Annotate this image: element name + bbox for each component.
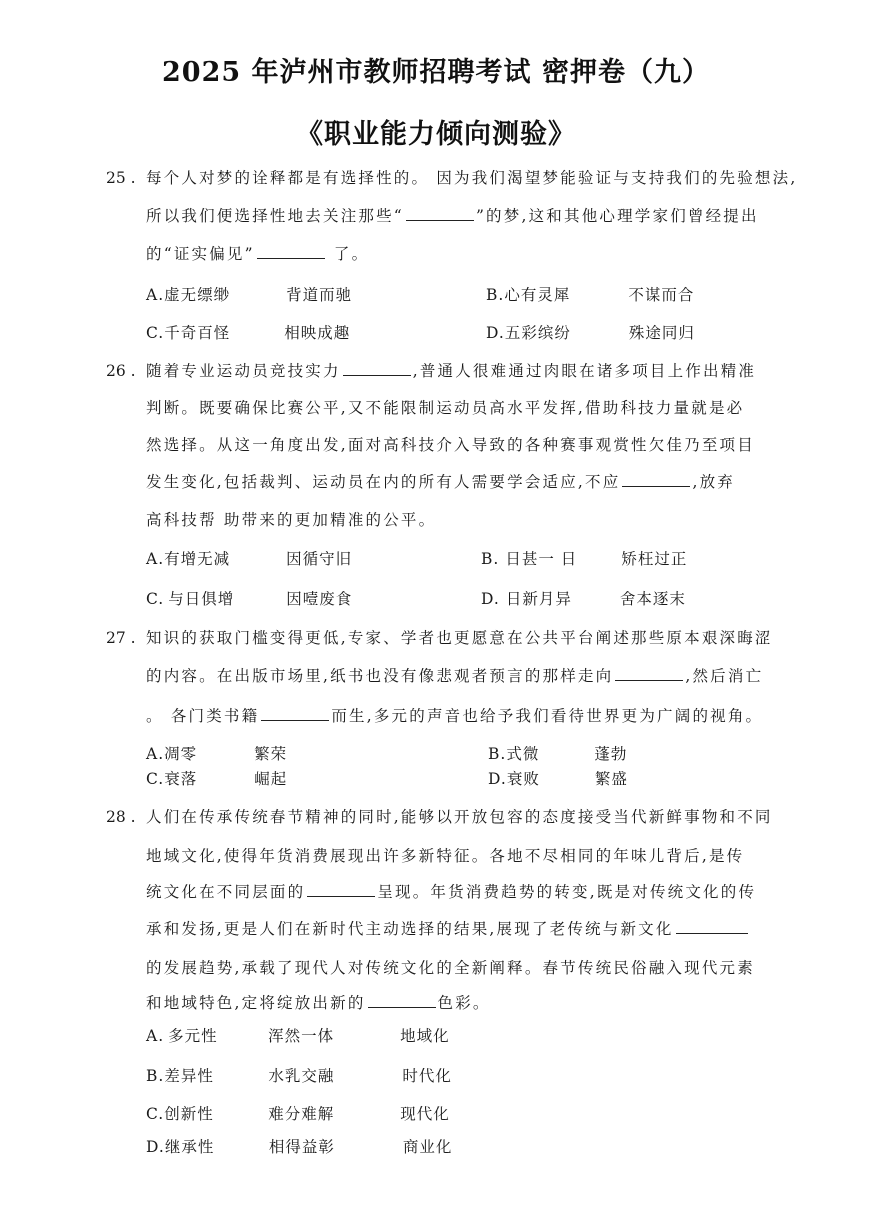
question-text-line: 和地域特色,定将绽放出新的 色彩。 [146, 994, 491, 1012]
option-b[interactable]: B.差异性 水乳交融 时代化 [146, 1067, 452, 1085]
option-d[interactable]: D.五彩缤纷 殊途同归 [486, 324, 695, 342]
option-b[interactable]: B. 日甚一 日 矫枉过正 [481, 550, 688, 568]
question-text-line: 人们在传承传统春节精神的同时,能够以开放包容的态度接受当代新鲜事物和不同 [146, 808, 773, 826]
question-text-line: 判断。既要确保比赛公平,又不能限制运动员高水平发挥,借助科技力量就是必 [146, 399, 745, 417]
answer-blank [261, 706, 329, 721]
option-c[interactable]: C.千奇百怪 相映成趣 [146, 324, 351, 342]
question-number: 25 . [106, 169, 136, 187]
question-text-line: 地域文化,使得年货消费展现出许多新特征。各地不尽相同的年味儿背后,是传 [146, 847, 745, 865]
answer-blank [368, 993, 436, 1008]
page-subtitle: 《职业能力倾向测验》 [296, 119, 576, 150]
question-number: 26 . [106, 362, 136, 380]
question-text-line: 每个人对梦的诠释都是有选择性的。 因为我们渴望梦能验证与支持我们的先验想法, [146, 169, 798, 187]
option-a[interactable]: A.虚无缥缈 背道而驰 [146, 286, 353, 304]
question-text-line: 发生变化,包括裁判、运动员在内的所有人需要学会适应,不应 ,放弃 [146, 473, 735, 491]
answer-blank [307, 882, 375, 897]
question-text-line: 统文化在不同层面的 呈现。年货消费趋势的转变,既是对传统文化的传 [146, 883, 757, 901]
option-d[interactable]: D. 日新月异 舍本逐末 [481, 590, 686, 608]
question-text-line: 随着专业运动员竞技实力 ,普通人很难通过肉眼在诸多项目上作出精准 [146, 362, 757, 380]
question-text-line: 的内容。在出版市场里,纸书也没有像悲观者预言的那样走向 ,然后消亡 [146, 667, 764, 685]
question-text-line: 的发展趋势,承载了现代人对传统文化的全新阐释。春节传统民俗融入现代元素 [146, 959, 755, 977]
answer-blank [622, 472, 690, 487]
answer-blank [615, 666, 683, 681]
option-a[interactable]: A.有增无减 因循守旧 [146, 550, 353, 568]
option-c[interactable]: C.衰落 崛起 [146, 770, 288, 788]
question-number: 27 . [106, 629, 136, 647]
page-title: 2025 年泸州市教师招聘考试 密押卷（九） [162, 57, 710, 88]
option-c[interactable]: C.创新性 难分难解 现代化 [146, 1105, 450, 1123]
question-text-line: 高科技帮 助带来的更加精准的公平。 [146, 511, 437, 529]
question-text-line: 。 各门类书籍 而生,多元的声音也给予我们看待世界更为广阔的视角。 [146, 707, 764, 725]
answer-blank [343, 361, 411, 376]
answer-blank [257, 244, 325, 259]
option-d[interactable]: D.继承性 相得益彰 商业化 [146, 1138, 453, 1156]
option-a[interactable]: A.凋零 繁荣 [146, 745, 288, 763]
question-text-line: 然选择。从这一角度出发,面对高科技介入导致的各种赛事观赏性欠佳乃至项目 [146, 436, 755, 454]
question-number: 28 . [106, 808, 136, 826]
option-d[interactable]: D.衰败 繁盛 [488, 770, 628, 788]
option-a[interactable]: A. 多元性 浑然一体 地域化 [146, 1027, 450, 1045]
question-text-line: 所以我们便选择性地去关注那些“ ”的梦,这和其他心理学家们曾经提出 [146, 207, 759, 225]
option-b[interactable]: B.式微 蓬勃 [488, 745, 628, 763]
question-text-line: 承和发扬,更是人们在新时代主动选择的结果,展现了老传统与新文化 [146, 919, 750, 939]
question-text-line: 的“证实偏见” 了。 [146, 245, 370, 263]
option-c[interactable]: C. 与日俱增 因噎废食 [146, 590, 353, 608]
answer-blank [406, 206, 474, 221]
question-text-line: 知识的获取门槛变得更低,专家、学者也更愿意在公共平台阐述那些原本艰深晦涩 [146, 629, 773, 647]
answer-blank [676, 919, 748, 934]
option-b[interactable]: B.心有灵犀 不谋而合 [486, 286, 695, 304]
